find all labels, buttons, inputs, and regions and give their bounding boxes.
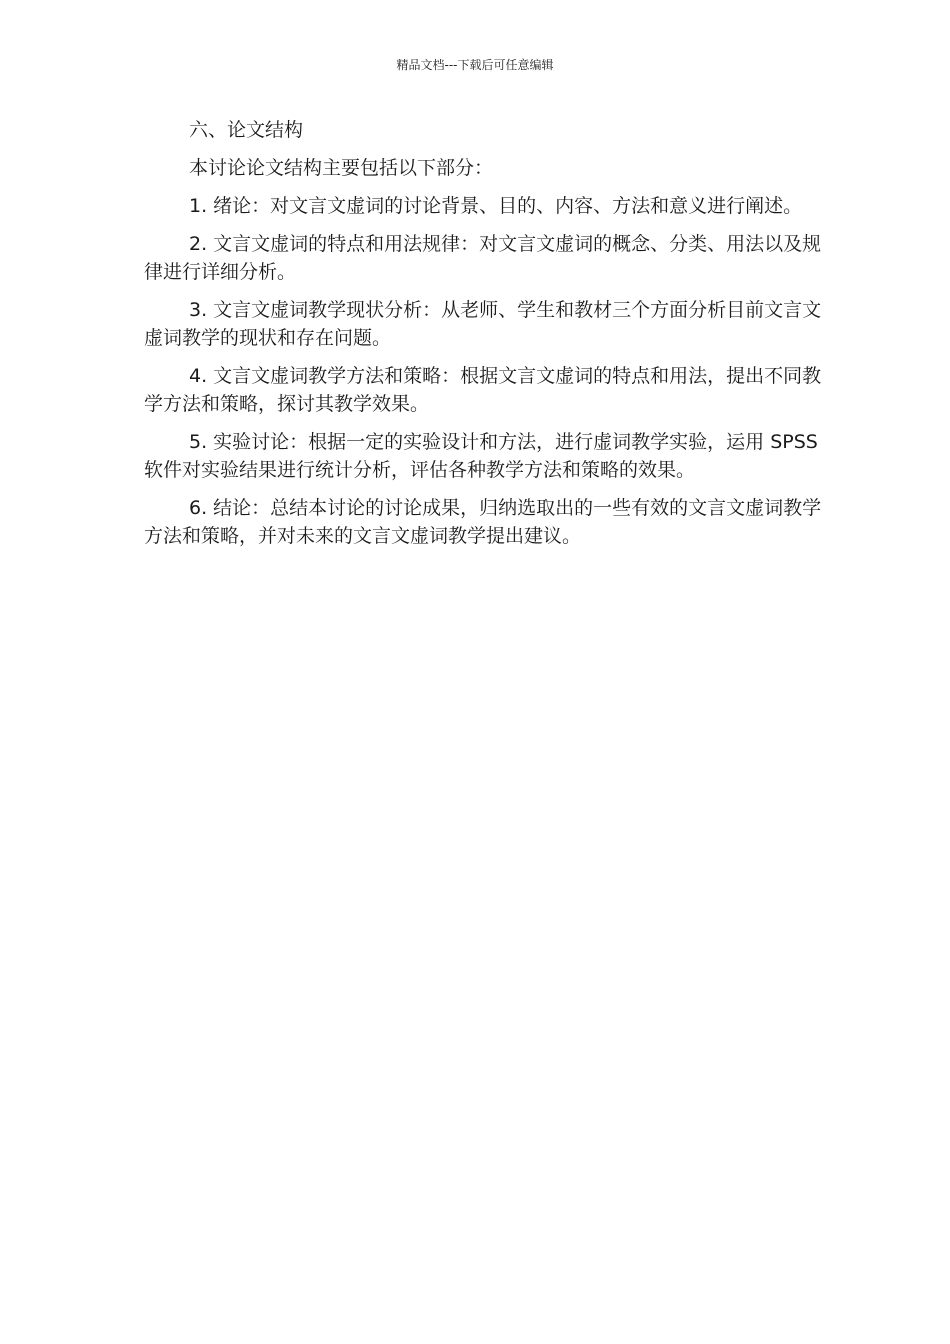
section-intro: 本讨论论文结构主要包括以下部分： xyxy=(189,157,494,179)
list-item-current-status: 3. 文言文虚词教学现状分析：从老师、学生和教材三个方面分析目前文言文虚词教学的现状和存在问题。 xyxy=(144,299,822,349)
section-title: 六、论文结构 xyxy=(189,119,304,141)
list-item-conclusion: 6. 结论：总结本讨论的讨论成果，归纳选取出的一些有效的文言文虚词教学方法和策略，并对未来的文言文虚词教学提出建议。 xyxy=(144,497,822,547)
page-header: 精品文档---下载后可任意编辑 xyxy=(396,58,554,72)
list-item-introduction: 1. 绪论：对文言文虚词的讨论背景、目的、内容、方法和意义进行阐述。 xyxy=(189,195,803,217)
list-item-experiment: 5. 实验讨论：根据一定的实验设计和方法，进行虚词教学实验，运用 SPSS 软件对实验结果进行统计分析，评估各种教学方法和策略的效果。 xyxy=(144,431,818,481)
list-item-characteristics: 2. 文言文虚词的特点和用法规律：对文言文虚词的概念、分类、用法以及规律进行详细分析。 xyxy=(144,233,822,283)
document-body xyxy=(144,116,824,560)
list-item-methods-strategies: 4. 文言文虚词教学方法和策略：根据文言文虚词的特点和用法，提出不同教学方法和策略，探讨其教学效果。 xyxy=(144,365,822,415)
